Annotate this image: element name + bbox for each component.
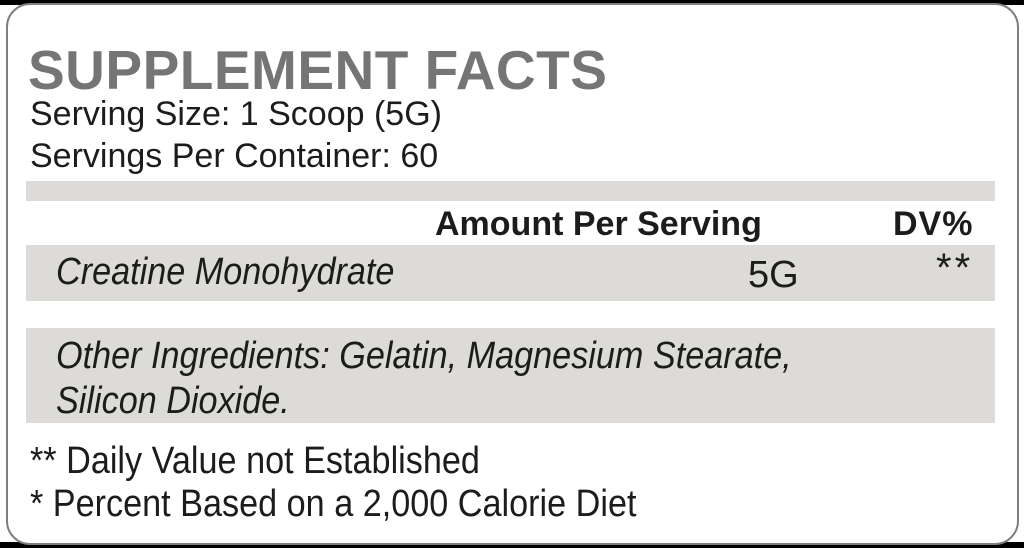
footnote-percent-calorie-diet-text: * Percent Based on a 2,000 Calorie Diet — [30, 483, 637, 525]
footnote-daily-value-text: ** Daily Value not Established — [30, 440, 480, 482]
ingredient-name-text: Creatine Monohydrate — [56, 251, 395, 293]
label-title: SUPPLEMENT FACTS — [28, 39, 608, 101]
footnote-daily-value — [30, 440, 530, 483]
ingredient-amount: 5G — [748, 254, 799, 296]
other-ingredients-line-2-text: Silicon Dioxide. — [56, 380, 290, 422]
column-header-amount-per-serving: Amount Per Serving — [435, 205, 762, 243]
serving-size-line: Serving Size: 1 Scoop (5G) — [30, 95, 442, 133]
column-header-dv-percent: DV% — [893, 205, 974, 243]
footnote-percent-calorie-diet — [30, 483, 704, 526]
other-ingredients-line-2 — [56, 380, 316, 423]
ingredient-name — [56, 251, 432, 294]
divider-band — [26, 181, 995, 201]
other-ingredients-line-1 — [56, 335, 873, 378]
other-ingredients-line-1-text: Other Ingredients: Gelatin, Magnesium Stearate, — [56, 335, 792, 377]
servings-per-container-line: Servings Per Container: 60 — [30, 137, 439, 175]
ingredient-dv-value: ** — [936, 246, 974, 290]
